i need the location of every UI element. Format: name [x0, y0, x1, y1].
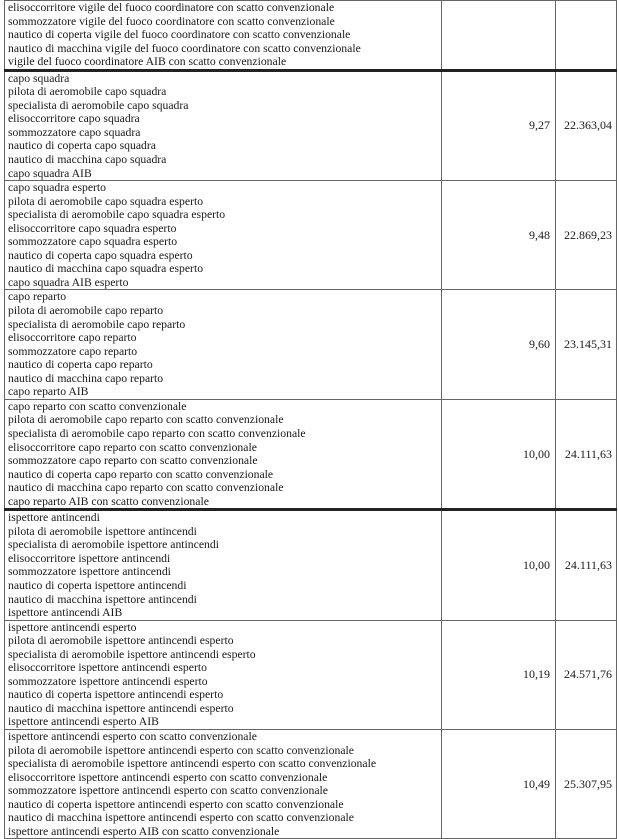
job-title: sommozzatore ispettore antincendi: [8, 565, 171, 579]
job-title: elisoccorritore vigile del fuoco coordinatore con scatto convenzionale: [8, 1, 335, 14]
job-title: sommozzatore capo reparto: [8, 344, 138, 358]
table-row: [5, 620, 617, 729]
job-title: specialista di aeromobile capo squadra: [8, 98, 189, 112]
coefficient-cell: [442, 1, 556, 71]
salary-table-page: [4, 0, 616, 838]
job-title: sommozzatore ispettore antincendi esperto: [8, 674, 208, 688]
job-title: nautico di macchina ispettore antincendi esperto: [8, 701, 234, 715]
job-title: nautico di macchina ispettore antincendi: [8, 592, 197, 606]
amount-cell: 24.111,63: [556, 399, 617, 509]
job-titles-cell: [5, 510, 442, 620]
job-title: ispettore antincendi esperto AIB con scatto convenzionale: [8, 824, 280, 838]
table-row: [5, 70, 617, 180]
job-title: capo squadra: [8, 71, 70, 85]
job-title: nautico di coperta capo squadra: [8, 139, 156, 153]
job-titles-cell: [5, 181, 442, 290]
job-title: sommozzatore capo squadra esperto: [8, 235, 178, 249]
job-title: pilota di aeromobile ispettore antincendi: [8, 524, 197, 538]
job-titles-cell: [5, 1, 442, 71]
job-title: capo squadra esperto: [8, 181, 107, 195]
job-titles-cell: [5, 620, 442, 729]
job-title: ispettore antincendi esperto: [8, 620, 137, 634]
job-title: capo reparto con scatto convenzionale: [8, 399, 187, 413]
table-row: [5, 510, 617, 620]
amount-cell: 22.363,04: [556, 70, 617, 180]
job-title: pilota di aeromobile capo squadra esperto: [8, 194, 204, 208]
job-title: elisoccorritore capo reparto con scatto convenzionale: [8, 440, 257, 454]
job-title: elisoccorritore capo reparto: [8, 331, 137, 345]
coefficient-cell: 10,19: [442, 620, 556, 729]
coefficient-cell: 9,27: [442, 70, 556, 180]
job-title: nautico di macchina capo reparto: [8, 371, 164, 385]
job-title: specialista di aeromobile ispettore antincendi esperto con scatto convenzionale: [8, 757, 377, 771]
job-title: sommozzatore ispettore antincendi esperto con scatto convenzionale: [8, 784, 328, 798]
job-title: nautico di macchina vigile del fuoco coordinatore con scatto convenzionale: [8, 41, 361, 55]
job-title: nautico di coperta ispettore antincendi: [8, 578, 187, 592]
job-titles-cell: [5, 399, 442, 509]
salary-table: [4, 0, 617, 839]
coefficient-cell: 10,00: [442, 510, 556, 620]
job-title: specialista di aeromobile capo squadra esperto: [8, 208, 226, 222]
job-title: elisoccorritore ispettore antincendi esperto con scatto convenzionale: [8, 770, 328, 784]
job-title: ispettore antincendi AIB: [8, 606, 123, 620]
job-title: nautico di coperta ispettore antincendi esperto con scatto convenzionale: [8, 797, 344, 811]
table-row: [5, 181, 617, 290]
job-title: pilota di aeromobile capo reparto con scatto convenzionale: [8, 413, 284, 427]
table-row: [5, 290, 617, 399]
job-title: capo squadra AIB esperto: [8, 275, 129, 289]
job-title: nautico di coperta capo reparto: [8, 358, 153, 372]
job-title: pilota di aeromobile ispettore antincendi esperto con scatto convenzionale: [8, 743, 354, 757]
job-title: capo reparto: [8, 290, 67, 304]
job-title: elisoccorritore ispettore antincendi: [8, 551, 171, 565]
job-title: nautico di macchina capo reparto con scatto convenzionale: [8, 481, 284, 495]
coefficient-cell: 10,00: [442, 399, 556, 509]
job-title: specialista di aeromobile capo reparto con scatto convenzionale: [8, 426, 306, 440]
job-title: pilota di aeromobile ispettore antincendi esperto: [8, 634, 234, 648]
job-title: pilota di aeromobile capo reparto: [8, 304, 164, 318]
amount-cell: 23.145,31: [556, 290, 617, 399]
job-title: elisoccorritore capo squadra: [8, 112, 140, 126]
job-title: ispettore antincendi esperto AIB: [8, 715, 159, 729]
salary-table-body: [5, 1, 617, 839]
job-titles-cell: [5, 70, 442, 180]
job-title: pilota di aeromobile capo squadra: [8, 85, 167, 99]
job-title: sommozzatore capo reparto con scatto convenzionale: [8, 454, 258, 468]
job-title: elisoccorritore ispettore antincendi esperto: [8, 661, 207, 675]
job-title: nautico di coperta capo reparto con scatto convenzionale: [8, 467, 274, 481]
job-title: nautico di coperta capo squadra esperto: [8, 248, 193, 262]
job-title: specialista di aeromobile capo reparto: [8, 317, 186, 331]
job-title: specialista di aeromobile ispettore antincendi: [8, 538, 219, 552]
job-title: capo squadra AIB: [8, 166, 92, 180]
job-title: capo reparto AIB: [8, 385, 89, 399]
job-title: capo reparto AIB con scatto convenzionale: [8, 494, 209, 508]
coefficient-cell: 9,48: [442, 181, 556, 290]
amount-cell: 24.111,63: [556, 510, 617, 620]
amount-cell: [556, 1, 617, 71]
job-title: ispettore antincendi: [8, 511, 100, 525]
job-title: elisoccorritore capo squadra esperto: [8, 221, 177, 235]
job-title: nautico di macchina ispettore antincendi esperto con scatto convenzionale: [8, 811, 354, 825]
job-title: ispettore antincendi esperto con scatto convenzionale: [8, 729, 257, 743]
coefficient-cell: 10,49: [442, 729, 556, 838]
amount-cell: 24.571,76: [556, 620, 617, 729]
job-title: nautico di coperta ispettore antincendi esperto: [8, 688, 224, 702]
table-row: [5, 729, 617, 838]
job-titles-cell: [5, 729, 442, 838]
amount-cell: 25.307,95: [556, 729, 617, 838]
job-title: nautico di macchina capo squadra esperto: [8, 262, 204, 276]
job-titles-cell: [5, 290, 442, 399]
amount-cell: 22.869,23: [556, 181, 617, 290]
coefficient-cell: 9,60: [442, 290, 556, 399]
table-row: [5, 1, 617, 71]
job-title: sommozzatore capo squadra: [8, 125, 141, 139]
job-title: nautico di coperta vigile del fuoco coordinatore con scatto convenzionale: [8, 28, 351, 42]
job-title: vigile del fuoco coordinatore AIB con scatto convenzionale: [8, 55, 287, 69]
job-title: sommozzatore vigile del fuoco coordinatore con scatto convenzionale: [8, 14, 335, 28]
job-title: nautico di macchina capo squadra: [8, 153, 167, 167]
table-row: [5, 399, 617, 509]
job-title: specialista di aeromobile ispettore antincendi esperto: [8, 647, 256, 661]
